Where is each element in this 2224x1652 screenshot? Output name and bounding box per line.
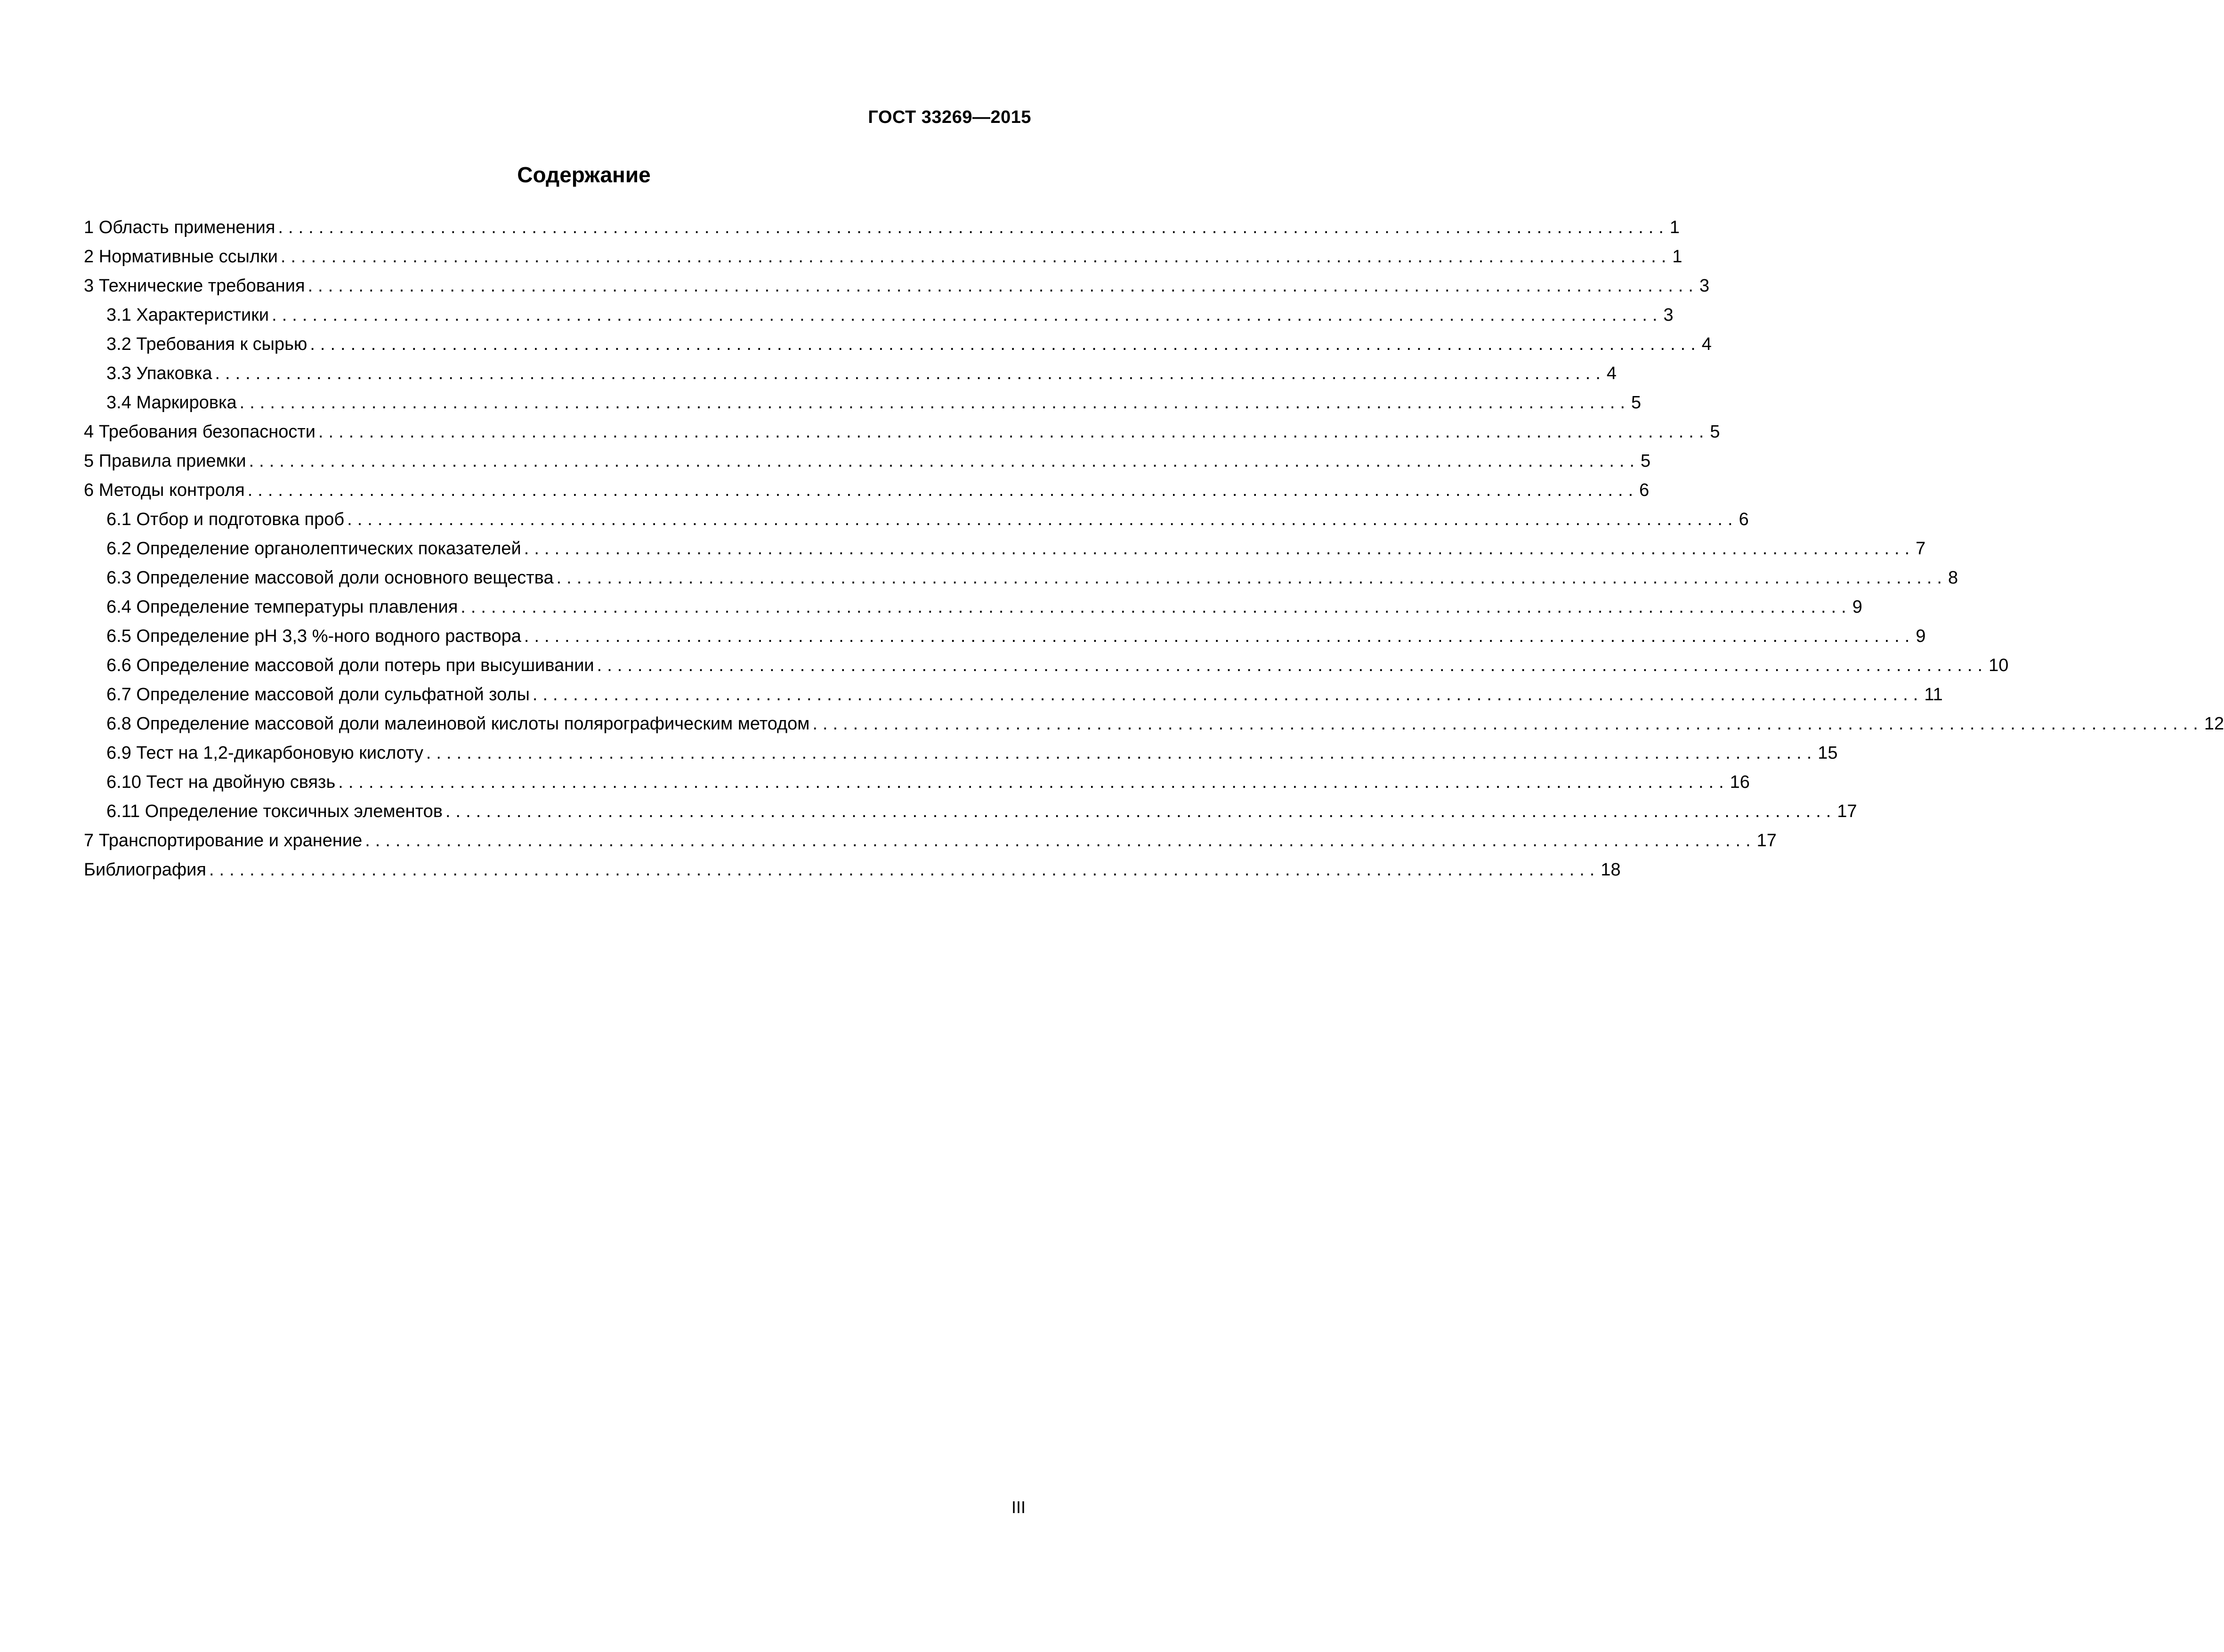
dot-leader: .........................................................................................................................................	[532, 685, 1924, 705]
toc-entry-label: 1 Область применения	[84, 218, 275, 237]
toc-entry[interactable]	[84, 738, 1838, 768]
toc-entry-page: 3	[1663, 305, 1674, 325]
dot-leader: .........................................................................................................................................	[347, 510, 1738, 529]
toc-entry[interactable]	[84, 680, 1943, 709]
dot-leader: .........................................................................................................................................	[310, 334, 1701, 354]
dot-leader: .........................................................................................................................................	[318, 422, 1709, 442]
toc-entry-label: 7 Транспортирование и хранение	[84, 831, 363, 850]
toc-entry-page: 3	[1699, 276, 1710, 296]
dot-leader: .........................................................................................................................................	[365, 831, 1756, 850]
toc-entry-label: 4 Требования безопасности	[84, 422, 315, 442]
dot-leader: .........................................................................................................................................	[445, 802, 1836, 821]
dot-leader: .........................................................................................................................................	[461, 597, 1852, 617]
toc-entry[interactable]	[84, 388, 1642, 417]
toc-entry[interactable]	[84, 505, 1749, 534]
toc-entry[interactable]	[84, 534, 1926, 563]
toc-entry[interactable]	[84, 213, 1680, 242]
toc-entry-page: 18	[1601, 860, 1621, 880]
dot-leader: .........................................................................................................................................	[338, 772, 1729, 792]
toc-entry[interactable]	[84, 330, 1712, 359]
toc-entry-page: 4	[1606, 364, 1617, 383]
dot-leader: .........................................................................................................................................	[215, 364, 1606, 383]
toc-entry[interactable]	[84, 826, 1777, 855]
toc-entry-page: 9	[1916, 626, 1926, 646]
toc-entry-label: 3 Технические требования	[84, 276, 305, 296]
toc-entry-label: 3.2 Требования к сырью	[106, 334, 307, 354]
dot-leader: .........................................................................................................................................	[239, 393, 1631, 413]
toc-entry-page: 5	[1641, 451, 1651, 471]
dot-leader: .........................................................................................................................................	[247, 480, 1639, 500]
toc-entry-label: 6.10 Тест на двойную связь	[106, 772, 336, 792]
toc-entry-page: 8	[1948, 568, 1958, 588]
toc-entry[interactable]	[84, 709, 2224, 738]
toc-entry-page: 12	[2204, 714, 2224, 734]
toc-entry-label: 6.9 Тест на 1,2-дикарбоновую кислоту	[106, 743, 423, 763]
toc-entry[interactable]	[84, 271, 1710, 300]
toc-entry-label: 3.4 Маркировка	[106, 393, 237, 413]
toc-entry-page: 9	[1852, 597, 1862, 617]
toc-entry-page: 10	[1989, 656, 2009, 675]
document-code: ГОСТ 33269—2015	[868, 107, 1031, 127]
toc-entry-page: 5	[1631, 393, 1642, 413]
dot-leader: .........................................................................................................................................	[524, 626, 1915, 646]
dot-leader: .........................................................................................................................................	[812, 714, 2203, 734]
toc-entry[interactable]	[84, 359, 1617, 388]
toc-entry-label: 6.1 Отбор и подготовка проб	[106, 510, 345, 529]
toc-entry[interactable]	[84, 651, 2009, 680]
toc-entry-page: 1	[1669, 218, 1680, 237]
toc-entry-label: 6.11 Определение токсичных элементов	[106, 802, 443, 821]
dot-leader: .........................................................................................................................................	[278, 218, 1669, 237]
toc-entry-label: 3.3 Упаковка	[106, 364, 212, 383]
toc-entry-page: 15	[1818, 743, 1838, 763]
dot-leader: .........................................................................................................................................	[272, 305, 1663, 325]
page-number: III	[1011, 1498, 1026, 1517]
toc-entry-page: 4	[1701, 334, 1712, 354]
toc-entry-page: 1	[1672, 247, 1682, 267]
dot-leader: .........................................................................................................................................	[307, 276, 1698, 296]
toc-entry-page: 5	[1710, 422, 1720, 442]
toc-entry-label: 6.4 Определение температуры плавления	[106, 597, 458, 617]
toc-entry-page: 6	[1739, 510, 1749, 529]
dot-leader: .........................................................................................................................................	[597, 656, 1988, 675]
toc-entry-label: Библиография	[84, 860, 206, 880]
dot-leader: .........................................................................................................................................	[280, 247, 1672, 267]
dot-leader: .........................................................................................................................................	[249, 451, 1640, 471]
toc-entry[interactable]	[84, 417, 1720, 446]
toc-entry-page: 16	[1730, 772, 1750, 792]
toc-entry-page: 17	[1756, 831, 1777, 850]
toc-entry[interactable]	[84, 855, 1621, 884]
toc-entry-label: 6.2 Определение органолептических показателей	[106, 539, 521, 559]
toc-entry[interactable]	[84, 300, 1674, 330]
toc-entry[interactable]	[84, 622, 1926, 651]
toc-entry[interactable]	[84, 242, 1682, 271]
toc-entry-page: 11	[1924, 685, 1943, 705]
toc-title: Содержание	[517, 162, 651, 187]
toc-entry[interactable]	[84, 592, 1862, 622]
toc-entry-label: 2 Нормативные ссылки	[84, 247, 278, 267]
toc-entry-label: 6.8 Определение массовой доли малеиновой кислоты полярографическим методом	[106, 714, 810, 734]
toc-entry[interactable]	[84, 446, 1651, 476]
dot-leader: .........................................................................................................................................	[426, 743, 1817, 763]
toc-entry-page: 6	[1639, 480, 1650, 500]
toc-entry-page: 7	[1916, 539, 1926, 559]
toc-entry-label: 6.6 Определение массовой доли потерь при высушивании	[106, 656, 594, 675]
toc-entry[interactable]	[84, 768, 1750, 797]
toc-entry-label: 5 Правила приемки	[84, 451, 246, 471]
toc-entry-page: 17	[1837, 802, 1857, 821]
toc-entry-label: 6.5 Определение pH 3,3 %-ного водного раствора	[106, 626, 521, 646]
toc-entry[interactable]	[84, 563, 1958, 592]
dot-leader: .........................................................................................................................................	[524, 539, 1915, 559]
toc-entry[interactable]	[84, 476, 1650, 505]
toc-entry[interactable]	[84, 797, 1857, 826]
dot-leader: .........................................................................................................................................	[556, 568, 1947, 588]
toc-entry-label: 6 Методы контроля	[84, 480, 245, 500]
toc-entry-label: 6.7 Определение массовой доли сульфатной золы	[106, 685, 530, 705]
toc-entry-label: 3.1 Характеристики	[106, 305, 269, 325]
dot-leader: .........................................................................................................................................	[209, 860, 1600, 880]
toc-entry-label: 6.3 Определение массовой доли основного вещества	[106, 568, 554, 588]
table-of-contents	[84, 213, 2224, 884]
